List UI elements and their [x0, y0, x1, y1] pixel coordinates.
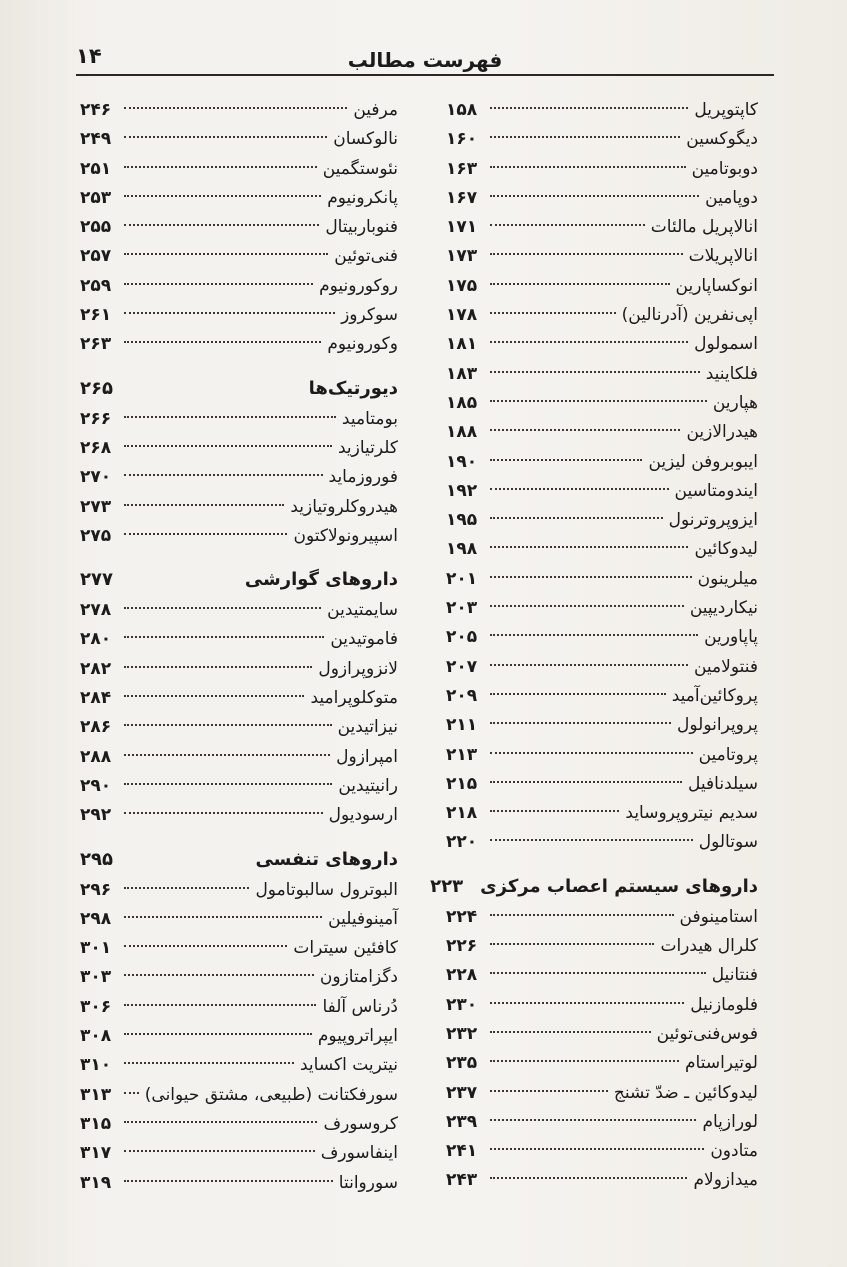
toc-entry-title: لوتیراستام	[684, 1053, 758, 1074]
toc-page-number: ۲۱۸	[446, 803, 478, 824]
toc-entry	[80, 493, 398, 522]
toc-page-number: ۳۰۱	[80, 938, 112, 959]
toc-entry	[80, 655, 398, 684]
toc-entry-title: سوکروز	[341, 305, 398, 326]
toc-entry	[446, 96, 758, 125]
toc-entry-title: هیدرالازین	[686, 422, 758, 443]
dot-leader	[490, 1176, 687, 1179]
toc-entry-title: فنتانیل	[711, 965, 758, 986]
toc-section-heading	[80, 565, 398, 596]
toc-entry-title: ایبوبروفن لیزین	[648, 451, 758, 472]
toc-entry	[446, 360, 758, 389]
toc-page-number: ۳۱۰	[80, 1055, 112, 1076]
dot-leader	[490, 751, 693, 754]
toc-page-number: ۲۳۰	[446, 994, 478, 1015]
dot-leader	[124, 532, 287, 535]
toc-entry	[446, 991, 758, 1020]
toc-entry-title: انوکساپارین	[675, 275, 758, 296]
toc-entry-title: هیدروکلروتیازید	[290, 496, 398, 517]
toc-entry	[446, 623, 758, 652]
toc-page-number: ۲۴۹	[80, 129, 112, 150]
toc-entry-title: کروسورف	[323, 1113, 398, 1134]
toc-page-number: ۲۶۶	[80, 408, 112, 429]
toc-entry	[80, 155, 398, 184]
toc-entry-title: دگزامتازون	[319, 967, 398, 988]
dot-leader	[124, 944, 287, 947]
dot-leader	[490, 575, 692, 578]
toc-entry	[80, 876, 398, 905]
toc-page-number: ۲۰۷	[446, 656, 478, 677]
dot-leader	[124, 282, 313, 285]
toc-entry	[80, 1022, 398, 1051]
toc-entry-title: پروتامین	[698, 744, 758, 765]
dot-leader	[124, 723, 332, 726]
page-number: ۱۴	[76, 44, 102, 68]
toc-entry-title: لیدوکائین	[694, 539, 758, 560]
toc-entry	[80, 713, 398, 742]
dot-leader	[124, 387, 303, 388]
toc-entry	[446, 1020, 758, 1049]
toc-page-number: ۲۴۶	[80, 100, 112, 120]
toc-entry	[80, 96, 398, 125]
toc-page-number: ۲۵۵	[80, 217, 112, 238]
dot-leader	[124, 915, 322, 918]
toc-entry	[80, 1110, 398, 1139]
dot-leader	[124, 503, 284, 506]
toc-entry	[446, 903, 758, 932]
toc-entry	[446, 213, 758, 242]
toc-entry	[446, 932, 758, 961]
toc-entry	[80, 934, 398, 963]
toc-entry	[446, 594, 758, 623]
toc-entry-title: اپی‌نفرین (آدرنالین)	[621, 305, 758, 326]
toc-page-number: ۲۷۵	[80, 525, 112, 546]
dot-leader	[490, 370, 700, 373]
toc-page-number: ۲۶۸	[80, 437, 112, 458]
dot-leader	[490, 487, 669, 490]
toc-page-number: ۲۷۷	[80, 569, 113, 591]
dot-leader	[490, 721, 671, 724]
toc-entry-title: لانزوپرازول	[318, 658, 398, 679]
toc-page-number: ۲۲۳	[430, 875, 464, 897]
dot-leader	[124, 1120, 317, 1123]
toc-entry	[446, 741, 758, 770]
toc-entry	[80, 801, 398, 830]
dot-leader	[124, 252, 328, 255]
dot-leader	[490, 223, 645, 226]
toc-page-number: ۱۸۱	[446, 334, 478, 355]
toc-page-number: ۲۶۱	[80, 305, 112, 326]
toc-entry-title: ایپراتروپیوم	[317, 1026, 398, 1047]
toc-page-number: ۲۹۶	[80, 879, 112, 900]
toc-entry-title: فاموتیدین	[330, 629, 398, 650]
toc-entry	[446, 301, 758, 330]
toc-entry-title: سدیم نیتروپروساید	[625, 803, 758, 824]
toc-entry	[446, 155, 758, 184]
toc-page-number: ۲۶۵	[80, 377, 113, 399]
dot-leader	[124, 106, 347, 109]
toc-page-number: ۲۴۱	[446, 1141, 478, 1162]
toc-page-number: ۲۱۵	[446, 773, 478, 794]
dot-leader	[124, 1032, 312, 1035]
dot-leader	[490, 311, 616, 314]
dot-leader	[490, 545, 688, 548]
toc-entry	[80, 1139, 398, 1168]
dot-leader	[124, 753, 330, 756]
toc-entry-title: فوس‌فنی‌توئین	[656, 1023, 758, 1044]
dot-leader	[490, 1089, 608, 1092]
toc-entry-title: وکورونیوم	[327, 334, 398, 355]
toc-page-number: ۲۹۲	[80, 805, 112, 826]
dot-leader	[490, 340, 688, 343]
toc-entry-title: ارسودیول	[328, 805, 398, 826]
toc-entry	[80, 743, 398, 772]
toc-entry-title: دیورتیک‌ها	[308, 377, 398, 399]
toc-entry-title: اینفاسورف	[320, 1143, 398, 1164]
toc-page-number: ۲۲۰	[446, 832, 478, 853]
dot-leader	[124, 694, 304, 697]
dot-leader	[124, 1061, 294, 1064]
toc-entry-title: پانکرونیوم	[327, 187, 398, 208]
toc-entry-title: دوبوتامین	[691, 158, 758, 179]
toc-entry	[80, 522, 398, 551]
toc-entry-title: دُرناس آلفا	[322, 996, 398, 1017]
dot-leader	[124, 415, 336, 418]
dot-leader	[490, 633, 698, 636]
toc-entry-title: روکورونیوم	[319, 275, 398, 296]
toc-page-number: ۱۷۵	[446, 275, 478, 296]
dot-leader	[124, 973, 314, 976]
toc-entry	[80, 330, 398, 359]
toc-entry-title: سایمتیدین	[327, 600, 398, 621]
dot-leader	[124, 886, 249, 889]
dot-leader	[490, 1001, 684, 1004]
toc-page-number: ۲۸۰	[80, 629, 112, 650]
toc-entry-title: انالاپریلات	[688, 246, 758, 267]
toc-entry-title: بومتامید	[341, 408, 398, 429]
toc-entry-title: میلرینون	[697, 568, 758, 589]
toc-page-number: ۲۲۶	[446, 936, 478, 957]
dot-leader	[490, 282, 670, 285]
toc-page-number: ۱۷۸	[446, 305, 478, 326]
toc-page-number: ۱۸۵	[446, 392, 478, 413]
toc-page-number: ۱۷۳	[446, 246, 478, 267]
toc-column-right	[430, 96, 758, 1196]
toc-page-number: ۳۱۹	[80, 1172, 112, 1193]
toc-entry-title: دوپامین	[705, 187, 758, 208]
toc-entry	[446, 653, 758, 682]
page-header	[76, 40, 774, 76]
toc-entry	[446, 389, 758, 418]
toc-entry-title: فنتولامین	[693, 656, 758, 677]
toc-entry-title: سوروانتا	[338, 1172, 398, 1193]
dot-leader	[490, 971, 706, 974]
toc-entry	[446, 799, 758, 828]
toc-entry-title: پاپاورین	[704, 627, 758, 648]
toc-entry-title: فنوباربیتال	[325, 217, 398, 238]
toc-page-number: ۲۰۳	[446, 598, 478, 619]
toc-page-number: ۲۸۴	[80, 688, 112, 709]
toc-page-number: ۲۱۳	[446, 744, 478, 765]
toc-entry-title: ایندومتاسین	[674, 480, 758, 501]
dot-leader	[124, 340, 321, 343]
dot-leader	[490, 106, 688, 109]
toc-entry-title: کافئین سیترات	[293, 938, 398, 959]
toc-page-number: ۱۸۳	[446, 363, 478, 384]
dot-leader	[124, 578, 239, 579]
toc-page-number: ۲۷۳	[80, 496, 112, 517]
toc-page-number: ۳۰۶	[80, 996, 112, 1017]
toc-entry	[446, 1049, 758, 1078]
toc-page-number: ۱۷۱	[446, 217, 478, 238]
toc-page-number: ۲۸۶	[80, 717, 112, 738]
toc-page-number: ۲۲۴	[446, 906, 478, 927]
toc-entry-title: فوروزماید	[328, 467, 398, 488]
toc-entry-title: استامینوفن	[679, 906, 758, 927]
toc-page-number: ۱۶۰	[446, 129, 478, 150]
toc-entry-title: دیگوکسین	[686, 129, 758, 150]
toc-entry-title: فلومازنیل	[690, 994, 758, 1015]
dot-leader	[490, 1118, 696, 1121]
toc-entry	[80, 625, 398, 654]
toc-entry-title: متادون	[710, 1141, 758, 1162]
dot-leader	[490, 135, 680, 138]
toc-entry-title: نیزاتیدین	[337, 717, 398, 738]
dot-leader	[490, 428, 680, 431]
toc-entry	[446, 770, 758, 799]
toc-entry	[446, 125, 758, 154]
toc-entry	[446, 565, 758, 594]
toc-page-number: ۲۳۹	[446, 1111, 478, 1132]
dot-leader	[490, 194, 699, 197]
toc-page-number: ۱۹۸	[446, 539, 478, 560]
toc-entry	[80, 463, 398, 492]
toc-entry-title: مرفین	[353, 100, 398, 120]
toc-entry	[80, 684, 398, 713]
toc-page-number: ۲۳۵	[446, 1053, 478, 1074]
toc-entry-title: ایزوپروترنول	[668, 510, 758, 531]
toc-page-number: ۲۳۷	[446, 1082, 478, 1103]
toc-entry-title: اسمولول	[694, 334, 758, 355]
toc-entry	[80, 434, 398, 463]
toc-entry	[80, 963, 398, 992]
dot-leader	[124, 223, 319, 226]
toc-entry	[80, 1051, 398, 1080]
toc-entry-title: پروپرانولول	[677, 715, 758, 736]
toc-entry-title: پروکائین‌آمید	[671, 685, 758, 706]
toc-entry	[446, 1108, 758, 1137]
toc-section-heading	[430, 872, 758, 903]
toc-entry	[80, 993, 398, 1022]
toc-page-number: ۲۷۰	[80, 467, 112, 488]
toc-page-number: ۲۱۱	[446, 715, 478, 736]
dot-leader	[490, 838, 693, 841]
page-title: فهرست مطالب	[347, 48, 503, 72]
toc-page-number: ۳۱۵	[80, 1113, 112, 1134]
toc-entry-title: داروهای تنفسی	[255, 848, 398, 870]
toc-entry	[80, 242, 398, 271]
dot-leader	[124, 1179, 333, 1182]
toc-page-number: ۲۶۳	[80, 334, 112, 355]
toc-entry-title: نیتریت اکساید	[299, 1055, 398, 1076]
dot-leader	[124, 811, 323, 814]
toc-entry	[446, 1137, 758, 1166]
toc-entry-title: آمینوفیلین	[328, 908, 398, 929]
toc-entry	[80, 272, 398, 301]
toc-entry-title: نیکاردیپین	[689, 598, 758, 619]
toc-entry-title: فنی‌توئین	[334, 246, 398, 267]
dot-leader	[490, 663, 688, 666]
toc-column-left	[80, 96, 398, 1198]
toc-page-number: ۲۵۱	[80, 158, 112, 179]
toc-page-number: ۱۹۰	[446, 451, 478, 472]
toc-entry-title: فلکاینید	[705, 363, 758, 384]
dot-leader	[124, 1003, 316, 1006]
toc-entry	[80, 596, 398, 625]
dot-leader	[124, 444, 332, 447]
toc-entry	[446, 828, 758, 857]
toc-entry	[80, 905, 398, 934]
toc-entry-title: داروهای گوارشی	[244, 569, 398, 591]
toc-page-number: ۲۷۸	[80, 600, 112, 621]
toc-page-number: ۲۸۸	[80, 746, 112, 767]
toc-entry-title: البوترول سالبوتامول	[255, 879, 398, 900]
toc-entry-title: کلرال هیدرات	[660, 936, 758, 957]
toc-entry	[80, 125, 398, 154]
toc-entry-title: کاپتوپریل	[694, 100, 758, 120]
toc-page-number: ۲۵۳	[80, 187, 112, 208]
toc-entry-title: لورازپام	[702, 1111, 758, 1132]
toc-entry	[446, 682, 758, 711]
toc-entry	[80, 1081, 398, 1110]
dot-leader	[124, 782, 332, 785]
toc-page-number: ۲۹۸	[80, 908, 112, 929]
toc-entry-title: سیلدنافیل	[688, 773, 758, 794]
toc-page-number: ۲۸۲	[80, 658, 112, 679]
toc-entry-title: متوکلوپرامید	[310, 688, 398, 709]
dot-leader	[124, 1149, 315, 1152]
dot-leader	[490, 252, 683, 255]
dot-leader	[490, 165, 686, 168]
toc-entry-title: رانیتیدین	[338, 775, 398, 796]
toc-page-number: ۲۵۷	[80, 246, 112, 267]
toc-entry	[80, 405, 398, 434]
toc-entry	[446, 961, 758, 990]
toc-page-number: ۳۱۳	[80, 1084, 112, 1105]
toc-entry	[446, 1079, 758, 1108]
dot-leader	[490, 692, 666, 695]
dot-leader	[124, 1091, 139, 1094]
toc-entry	[80, 772, 398, 801]
toc-entry-title: سوتالول	[698, 832, 758, 853]
toc-page-number: ۲۲۸	[446, 965, 478, 986]
dot-leader	[490, 516, 663, 519]
toc-entry	[446, 418, 758, 447]
toc-page-number: ۱۹۲	[446, 480, 478, 501]
dot-leader	[490, 399, 707, 402]
dot-leader	[124, 858, 249, 859]
toc-entry	[80, 213, 398, 242]
toc-entry-title: داروهای سیستم اعصاب مرکزی	[480, 875, 758, 897]
toc-page-number: ۱۶۷	[446, 187, 478, 208]
toc-page-number: ۲۰۵	[446, 627, 478, 648]
dot-leader	[490, 780, 682, 783]
dot-leader	[124, 606, 321, 609]
dot-leader	[490, 942, 654, 945]
dot-leader	[490, 1147, 704, 1150]
dot-leader	[124, 473, 323, 476]
toc-page-number: ۱۹۵	[446, 510, 478, 531]
toc-entry	[446, 448, 758, 477]
toc-entry	[446, 711, 758, 740]
toc-page-number: ۲۰۱	[446, 568, 478, 589]
toc-entry-title: سورفکتانت (طبیعی، مشتق حیوانی)	[144, 1084, 398, 1105]
toc-page-number: ۲۴۳	[446, 1170, 478, 1191]
dot-leader	[124, 194, 321, 197]
toc-page-number: ۳۰۸	[80, 1026, 112, 1047]
toc-page-number: ۳۱۷	[80, 1143, 112, 1164]
toc-page-number: ۱۶۳	[446, 158, 478, 179]
toc-entry	[446, 535, 758, 564]
toc-page-number: ۱۵۸	[446, 100, 478, 120]
toc-entry	[446, 184, 758, 213]
dot-leader	[124, 311, 335, 314]
toc-section-heading	[80, 374, 398, 405]
toc-page-number: ۲۹۰	[80, 775, 112, 796]
toc-entry-title: اسپیرونولاکتون	[293, 525, 398, 546]
toc-entry	[446, 506, 758, 535]
dot-leader	[490, 1059, 679, 1062]
toc-entry-title: نالوکسان	[333, 129, 398, 150]
toc-page-number: ۱۸۸	[446, 422, 478, 443]
toc-entry-title: نئوستگمین	[322, 158, 398, 179]
toc-page-number: ۲۵۹	[80, 275, 112, 296]
toc-entry-title: انالاپریل مالئات	[650, 217, 758, 238]
dot-leader	[490, 913, 674, 916]
toc-entry	[446, 1166, 758, 1195]
toc-page-number: ۲۰۹	[446, 685, 478, 706]
toc-entry	[80, 301, 398, 330]
toc-page-number: ۳۰۳	[80, 967, 112, 988]
dot-leader	[490, 1030, 651, 1033]
toc-entry	[446, 272, 758, 301]
toc-entry	[80, 184, 398, 213]
dot-leader	[124, 635, 324, 638]
dot-leader	[124, 135, 327, 138]
toc-entry-title: لیدوکائین ـ ضدّ تشنج	[613, 1082, 758, 1103]
toc-entry-title: میدازولام	[693, 1170, 758, 1191]
toc-page-number: ۲۹۵	[80, 848, 113, 870]
toc-entry	[80, 1169, 398, 1198]
dot-leader	[490, 604, 684, 607]
toc-page-number: ۲۳۲	[446, 1023, 478, 1044]
dot-leader	[124, 665, 312, 668]
toc-entry	[446, 330, 758, 359]
dot-leader	[124, 165, 317, 168]
toc-entry	[446, 242, 758, 271]
toc-entry-title: کلرتیازید	[337, 437, 398, 458]
toc-entry-title: امپرازول	[336, 746, 398, 767]
dot-leader	[490, 458, 642, 461]
toc-entry	[446, 477, 758, 506]
toc-entry-title: هپارین	[712, 392, 758, 413]
dot-leader	[490, 809, 619, 812]
toc-section-heading	[80, 845, 398, 876]
